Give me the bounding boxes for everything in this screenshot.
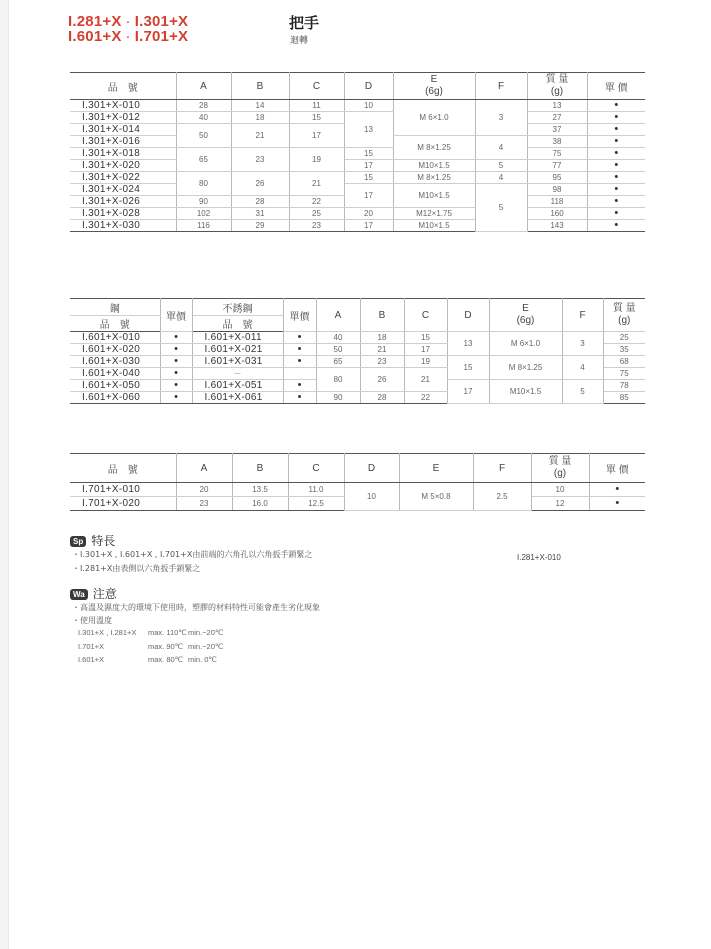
mass: 13 <box>527 100 587 112</box>
part-number: I.301+X-018 <box>70 148 176 160</box>
thread-e: M12×1.75 <box>393 208 475 220</box>
mass: 10 <box>531 483 589 497</box>
dim-f: 5 <box>475 160 527 172</box>
header-f: F <box>475 73 527 100</box>
temp-model: I.701+X <box>78 642 105 651</box>
mass: 78 <box>603 380 645 392</box>
header-price: 單 價 <box>589 454 645 483</box>
dim-b: 16.0 <box>232 497 288 511</box>
part-number: I.701+X-020 <box>70 497 176 511</box>
dim-b: 18 <box>231 112 289 124</box>
header-stainless-part-no: 品 號 <box>192 316 283 332</box>
table-row <box>70 332 645 344</box>
spec-table-i701 <box>70 453 645 511</box>
dim-a: 80 <box>176 172 231 196</box>
header-a: A <box>176 73 231 100</box>
dim-f: 3 <box>562 332 603 356</box>
separator: · <box>125 13 131 30</box>
header-e-label: E <box>430 74 438 85</box>
part-number: I.301+X-024 <box>70 184 176 196</box>
dim-b: 26 <box>231 172 289 196</box>
dim-f: 2.5 <box>473 483 531 511</box>
header-b: B <box>231 73 289 100</box>
dim-d: 15 <box>447 356 489 380</box>
header-d: D <box>344 73 393 100</box>
dim-a: 20 <box>176 483 232 497</box>
mass: 95 <box>527 172 587 184</box>
dim-b: 14 <box>231 100 289 112</box>
dim-b: 13.5 <box>232 483 288 497</box>
header-mass <box>603 299 645 332</box>
header-mass-unit: (g) <box>618 315 631 326</box>
dim-c: 21 <box>289 172 344 196</box>
dim-f: 4 <box>475 136 527 160</box>
mass: 118 <box>527 196 587 208</box>
dim-c: 21 <box>404 368 447 392</box>
thread-e: M 8×1.25 <box>393 136 475 160</box>
price: • <box>587 148 645 160</box>
part-number: I.301+X-014 <box>70 124 176 136</box>
dim-c: 19 <box>404 356 447 368</box>
stainless-part-number: I.601+X-051 <box>192 380 283 392</box>
table-row <box>70 112 645 124</box>
temp-model: I.301+X , I.281+X <box>78 628 137 637</box>
part-number: I.301+X-010 <box>70 100 176 112</box>
dim-a: 50 <box>316 344 360 356</box>
header-c: C <box>289 73 344 100</box>
stainless-part-number: － <box>192 368 283 380</box>
dim-c: 15 <box>289 112 344 124</box>
header-mass-label: 質 量 <box>545 74 569 85</box>
dim-b: 26 <box>360 368 404 392</box>
price: • <box>587 184 645 196</box>
dim-b: 18 <box>360 332 404 344</box>
thread-e: M10×1.5 <box>393 220 475 232</box>
page-edge <box>0 0 9 949</box>
price: • <box>587 100 645 112</box>
dim-c: 23 <box>289 220 344 232</box>
header-steel-price: 單價 <box>160 299 192 332</box>
dim-b: 23 <box>231 148 289 172</box>
dim-d: 15 <box>344 148 393 160</box>
model-code: I.301+X <box>134 13 189 30</box>
header-mass-unit: (g) <box>550 86 564 97</box>
table-row <box>70 100 645 112</box>
part-number: I.701+X-010 <box>70 483 176 497</box>
dim-d: 13 <box>447 332 489 356</box>
steel-part-number: I.601+X-020 <box>70 344 160 356</box>
spec-table-i301 <box>70 72 645 232</box>
dim-d: 17 <box>344 220 393 232</box>
model-line-1 <box>68 14 188 29</box>
header-part-no: 品 號 <box>70 73 176 100</box>
model-list <box>68 14 188 44</box>
page-subtitle: 迴轉 <box>290 36 309 46</box>
header-e: E <box>399 454 473 483</box>
dim-a: 40 <box>316 332 360 344</box>
feature-line: ・I.301+X , I.601+X , I.701+X由前端的六角孔以六角扳手鎖緊之 <box>72 550 313 559</box>
part-number: I.301+X-028 <box>70 208 176 220</box>
temp-min: min. 0℃ <box>188 655 217 664</box>
table-row <box>70 356 645 368</box>
dim-c: 15 <box>404 332 447 344</box>
steel-part-number: I.601+X-030 <box>70 356 160 368</box>
price: • <box>587 172 645 184</box>
header-c: C <box>288 454 344 483</box>
mass: 37 <box>527 124 587 136</box>
header-d: D <box>447 299 489 332</box>
price: • <box>587 124 645 136</box>
caution-line: ・使用溫度 <box>72 616 112 625</box>
dim-d: 17 <box>344 184 393 208</box>
model-line-2 <box>68 29 188 44</box>
spec-table-i601 <box>70 298 645 404</box>
table-row <box>70 184 645 196</box>
dim-d: 17 <box>447 380 489 404</box>
dim-a: 80 <box>316 368 360 392</box>
stainless-price: • <box>283 332 316 344</box>
sp-badge: Sp <box>70 536 86 547</box>
header-e-unit: (6g) <box>516 315 535 326</box>
dim-d: 10 <box>344 100 393 112</box>
figure-label: I.281+X-010 <box>517 553 561 562</box>
dim-a: 90 <box>316 392 360 404</box>
header-part-no: 品 號 <box>70 454 176 483</box>
part-number: I.301+X-022 <box>70 172 176 184</box>
header-d: D <box>344 454 399 483</box>
separator: · <box>125 28 131 45</box>
wa-badge: Wa <box>70 589 88 600</box>
steel-part-number: I.601+X-040 <box>70 368 160 380</box>
dim-f: 4 <box>562 356 603 380</box>
header-mass <box>531 454 589 483</box>
dim-c: 11 <box>289 100 344 112</box>
dim-b: 21 <box>360 344 404 356</box>
stainless-price: • <box>283 356 316 368</box>
mass: 12 <box>531 497 589 511</box>
dim-f: 5 <box>475 184 527 232</box>
thread-e: M 5×0.8 <box>399 483 473 511</box>
price: • <box>587 220 645 232</box>
dim-c: 19 <box>289 148 344 172</box>
dim-c: 17 <box>289 124 344 148</box>
thread-e: M10×1.5 <box>489 380 562 404</box>
page-title: 把手 <box>289 14 320 32</box>
table-row <box>70 148 645 160</box>
header-b: B <box>360 299 404 332</box>
mass: 160 <box>527 208 587 220</box>
stainless-part-number: I.601+X-021 <box>192 344 283 356</box>
dim-b: 21 <box>231 124 289 148</box>
table-row <box>70 172 645 184</box>
mass: 143 <box>527 220 587 232</box>
dim-c: 25 <box>289 208 344 220</box>
mass: 38 <box>527 136 587 148</box>
mass: 98 <box>527 184 587 196</box>
dim-d: 20 <box>344 208 393 220</box>
dim-a: 65 <box>316 356 360 368</box>
steel-part-number: I.601+X-060 <box>70 392 160 404</box>
dim-a: 50 <box>176 124 231 148</box>
header-mass <box>527 73 587 100</box>
header-mass-label: 質 量 <box>612 303 636 314</box>
header-stainless-price: 單價 <box>283 299 316 332</box>
dim-f: 4 <box>475 172 527 184</box>
mass: 68 <box>603 356 645 368</box>
steel-price: • <box>160 380 192 392</box>
dim-a: 23 <box>176 497 232 511</box>
dim-a: 116 <box>176 220 231 232</box>
thread-e: M 8×1.25 <box>489 356 562 380</box>
header-steel-part-no: 品 號 <box>70 316 160 332</box>
header-e <box>489 299 562 332</box>
dim-d: 15 <box>344 172 393 184</box>
header-f: F <box>473 454 531 483</box>
dim-d: 13 <box>344 112 393 148</box>
price: • <box>587 196 645 208</box>
dim-a: 90 <box>176 196 231 208</box>
steel-price: • <box>160 344 192 356</box>
mass: 85 <box>603 392 645 404</box>
header-mass-unit: (g) <box>553 468 567 479</box>
dim-c: 22 <box>289 196 344 208</box>
header-a: A <box>316 299 360 332</box>
part-number: I.301+X-030 <box>70 220 176 232</box>
dim-c: 17 <box>404 344 447 356</box>
header-e-label: E <box>522 303 529 314</box>
caution-heading <box>70 585 117 602</box>
part-number: I.301+X-020 <box>70 160 176 172</box>
stainless-part-number: I.601+X-061 <box>192 392 283 404</box>
temp-min: min.−20℃ <box>188 642 224 651</box>
temp-model: I.601+X <box>78 655 105 664</box>
table-row <box>70 160 645 172</box>
header-e-unit: (6g) <box>425 86 443 97</box>
dim-b: 28 <box>360 392 404 404</box>
price: • <box>587 136 645 148</box>
thread-e: M 6×1.0 <box>489 332 562 356</box>
stainless-price: • <box>283 344 316 356</box>
header-b: B <box>232 454 288 483</box>
header-steel: 鋼 <box>70 299 160 316</box>
steel-part-number: I.601+X-050 <box>70 380 160 392</box>
feature-line: ・I.281+X由表側以六角扳手鎖緊之 <box>72 564 201 573</box>
temp-max: max. 80℃ <box>148 655 184 664</box>
header-e <box>393 73 475 100</box>
dim-a: 65 <box>176 148 231 172</box>
dim-c: 22 <box>404 392 447 404</box>
temp-max: max. 90℃ <box>148 642 184 651</box>
dim-f: 3 <box>475 100 527 136</box>
features-heading <box>70 532 115 549</box>
mass: 75 <box>603 368 645 380</box>
stainless-price: • <box>283 380 316 392</box>
stainless-part-number: I.601+X-011 <box>192 332 283 344</box>
dim-b: 29 <box>231 220 289 232</box>
part-number: I.301+X-026 <box>70 196 176 208</box>
mass: 35 <box>603 344 645 356</box>
thread-e: M10×1.5 <box>393 160 475 172</box>
dim-f: 5 <box>562 380 603 404</box>
stainless-part-number: I.601+X-031 <box>192 356 283 368</box>
steel-price: • <box>160 356 192 368</box>
dim-b: 28 <box>231 196 289 208</box>
dim-d: 17 <box>344 160 393 172</box>
price: • <box>587 208 645 220</box>
mass: 27 <box>527 112 587 124</box>
header-mass-label: 質 量 <box>548 456 572 467</box>
header-a: A <box>176 454 232 483</box>
features-title: 特長 <box>91 534 116 548</box>
dim-d: 10 <box>344 483 399 511</box>
thread-e: M 6×1.0 <box>393 100 475 136</box>
header-price: 單 價 <box>587 73 645 100</box>
dim-c: 12.5 <box>288 497 344 511</box>
stainless-price: • <box>283 392 316 404</box>
caution-line: ・高溫及濕度大的環境下使用時，塑膠的材料特性可能會產生劣化現象 <box>72 603 320 612</box>
header-c: C <box>404 299 447 332</box>
dim-a: 40 <box>176 112 231 124</box>
price: • <box>587 112 645 124</box>
header-stainless: 不銹鋼 <box>192 299 283 316</box>
steel-price: • <box>160 392 192 404</box>
steel-part-number: I.601+X-010 <box>70 332 160 344</box>
dim-a: 28 <box>176 100 231 112</box>
dim-b: 23 <box>360 356 404 368</box>
temp-min: min.−20℃ <box>188 628 224 637</box>
dim-c: 11.0 <box>288 483 344 497</box>
price: • <box>589 483 645 497</box>
steel-price: • <box>160 332 192 344</box>
header-f: F <box>562 299 603 332</box>
model-code: I.701+X <box>134 28 189 45</box>
mass: 25 <box>603 332 645 344</box>
stainless-price-empty <box>283 368 316 380</box>
price: • <box>589 497 645 511</box>
part-number: I.301+X-012 <box>70 112 176 124</box>
table-row <box>70 483 645 497</box>
mass: 75 <box>527 148 587 160</box>
dim-a: 102 <box>176 208 231 220</box>
table-row <box>70 208 645 220</box>
part-number: I.301+X-016 <box>70 136 176 148</box>
temp-max: max. 110℃ <box>148 628 187 637</box>
thread-e: M 8×1.25 <box>393 172 475 184</box>
mass: 77 <box>527 160 587 172</box>
dim-b: 31 <box>231 208 289 220</box>
price: • <box>587 160 645 172</box>
thread-e: M10×1.5 <box>393 184 475 208</box>
steel-price: • <box>160 368 192 380</box>
caution-title: 注意 <box>92 587 117 601</box>
model-code: I.281+X <box>68 13 122 30</box>
table-row <box>70 220 645 232</box>
model-code: I.601+X <box>68 28 122 45</box>
